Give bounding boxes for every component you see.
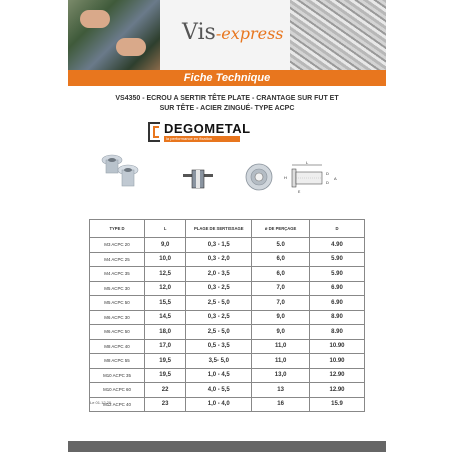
logo-tagline: la performance en fixation xyxy=(164,136,240,142)
cell-percage: 7,0 xyxy=(252,296,310,311)
cell-percage: 16 xyxy=(252,397,310,412)
header-banner xyxy=(68,0,386,70)
cell-l: 22 xyxy=(145,383,186,398)
cell-plage: 3,5- 5,0 xyxy=(186,354,252,369)
cell-l: 17,0 xyxy=(145,339,186,354)
cell-percage: 5.0 xyxy=(252,238,310,253)
rivet-nut-photo xyxy=(96,150,146,192)
dim-label-e: E xyxy=(298,190,301,194)
cell-percage: 6,0 xyxy=(252,267,310,282)
cell-percage: 13,0 xyxy=(252,368,310,383)
screws-photo xyxy=(290,0,386,70)
header-type: TYPE D xyxy=(90,220,145,238)
cell-percage: 6,0 xyxy=(252,252,310,267)
cell-type: M10 ACPC 60 xyxy=(90,383,145,398)
dim-label-l: L xyxy=(306,160,309,165)
cell-l: 19,5 xyxy=(145,354,186,369)
title-bar xyxy=(68,70,386,86)
spec-table xyxy=(89,219,365,412)
cell-plage: 0,3 - 2,5 xyxy=(186,281,252,296)
table-row xyxy=(90,397,365,412)
brand-vis: Vis xyxy=(182,20,216,45)
cell-l: 15,5 xyxy=(145,296,186,311)
heading-line-1: VS4350 - ECROU A SERTIR TÊTE PLATE - CRANTAGE SUR FUT ET xyxy=(115,95,339,102)
cell-l: 12,0 xyxy=(145,281,186,296)
cell-d: 12.90 xyxy=(310,383,365,398)
product-heading xyxy=(68,94,386,114)
page-title: Fiche Technique xyxy=(183,72,271,84)
cell-percage: 7,0 xyxy=(252,281,310,296)
cell-d: 10.90 xyxy=(310,354,365,369)
table-row xyxy=(90,354,365,369)
cell-type: M4 ACPC 35 xyxy=(90,267,145,282)
table-header-row xyxy=(90,220,365,238)
cell-plage: 0,3 - 1,5 xyxy=(186,238,252,253)
footer-bar xyxy=(68,441,386,452)
cell-d: 10.90 xyxy=(310,339,365,354)
cell-plage: 1,0 - 4,0 xyxy=(186,397,252,412)
table-row xyxy=(90,310,365,325)
dim-label-d1: D xyxy=(326,171,329,176)
workshop-photo xyxy=(68,0,160,70)
cell-d: 6.90 xyxy=(310,296,365,311)
logo-name: DEGOMETAL xyxy=(164,121,251,136)
dim-label-h: H xyxy=(284,175,287,180)
top-view-photo xyxy=(244,162,274,192)
cell-type: M6 ACPC 30 xyxy=(90,310,145,325)
cell-type: M8 ACPC 40 xyxy=(90,339,145,354)
hand-shape xyxy=(80,10,110,28)
cell-type: M3 ACPC 20 xyxy=(90,238,145,253)
brand-logo xyxy=(182,20,284,45)
cell-d: 15.9 xyxy=(310,397,365,412)
cell-l: 9,0 xyxy=(145,238,186,253)
cell-l: 23 xyxy=(145,397,186,412)
cell-percage: 9,0 xyxy=(252,325,310,340)
header-d: D xyxy=(310,220,365,238)
logo-mark-inner xyxy=(153,126,159,138)
cell-type: M4 ACPC 25 xyxy=(90,252,145,267)
cell-d: 4.90 xyxy=(310,238,365,253)
cell-plage: 4,0 - 5,5 xyxy=(186,383,252,398)
cell-type: M5 ACPC 50 xyxy=(90,296,145,311)
date-note: Le 01.12.20 xyxy=(90,400,112,405)
cell-plage: 2,5 - 5,0 xyxy=(186,296,252,311)
hand-shape xyxy=(116,38,146,56)
cell-type: M6 ACPC 50 xyxy=(90,325,145,340)
cell-l: 18,0 xyxy=(145,325,186,340)
cell-type: M5 ACPC 30 xyxy=(90,281,145,296)
cell-d: 5.90 xyxy=(310,252,365,267)
cell-d: 8.90 xyxy=(310,310,365,325)
cell-plage: 1,0 - 4,5 xyxy=(186,368,252,383)
table-row xyxy=(90,325,365,340)
cross-section-drawing xyxy=(181,168,215,190)
cell-plage: 0,3 - 2,0 xyxy=(186,252,252,267)
table-row xyxy=(90,296,365,311)
cell-l: 14,5 xyxy=(145,310,186,325)
cell-plage: 2,5 - 5,0 xyxy=(186,325,252,340)
cell-d: 6.90 xyxy=(310,281,365,296)
cell-type: M12 ACPC 40 xyxy=(90,397,145,412)
header-plage: PLAGE DE SERTISSAGE xyxy=(186,220,252,238)
cell-plage: 0,3 - 2,5 xyxy=(186,310,252,325)
degometal-logo xyxy=(148,121,260,145)
dim-label-a: A xyxy=(334,176,337,181)
table-row xyxy=(90,383,365,398)
cell-l: 19,5 xyxy=(145,368,186,383)
cell-d: 12.90 xyxy=(310,368,365,383)
table-row xyxy=(90,339,365,354)
cell-type: M10 ACPC 35 xyxy=(90,368,145,383)
cell-percage: 9,0 xyxy=(252,310,310,325)
table-row xyxy=(90,267,365,282)
dimension-drawing xyxy=(282,160,346,196)
cell-d: 5.90 xyxy=(310,267,365,282)
brand-express: -express xyxy=(215,24,284,43)
table-row xyxy=(90,252,365,267)
table-row xyxy=(90,368,365,383)
table-row xyxy=(90,281,365,296)
cell-percage: 11,0 xyxy=(252,354,310,369)
cell-percage: 13 xyxy=(252,383,310,398)
header-percage: ø DE PERÇAGE xyxy=(252,220,310,238)
cell-l: 12,5 xyxy=(145,267,186,282)
cell-l: 10,0 xyxy=(145,252,186,267)
cell-plage: 0,5 - 3,5 xyxy=(186,339,252,354)
cell-plage: 2,0 - 3,5 xyxy=(186,267,252,282)
dim-label-d2: D xyxy=(326,180,329,185)
heading-line-2: SUR TÊTE - ACIER ZINGUÉ- TYPE ACPC xyxy=(159,105,295,112)
cell-d: 8.90 xyxy=(310,325,365,340)
cell-percage: 11,0 xyxy=(252,339,310,354)
header-l: L xyxy=(145,220,186,238)
table-row xyxy=(90,238,365,253)
cell-type: M8 ACPC 55 xyxy=(90,354,145,369)
